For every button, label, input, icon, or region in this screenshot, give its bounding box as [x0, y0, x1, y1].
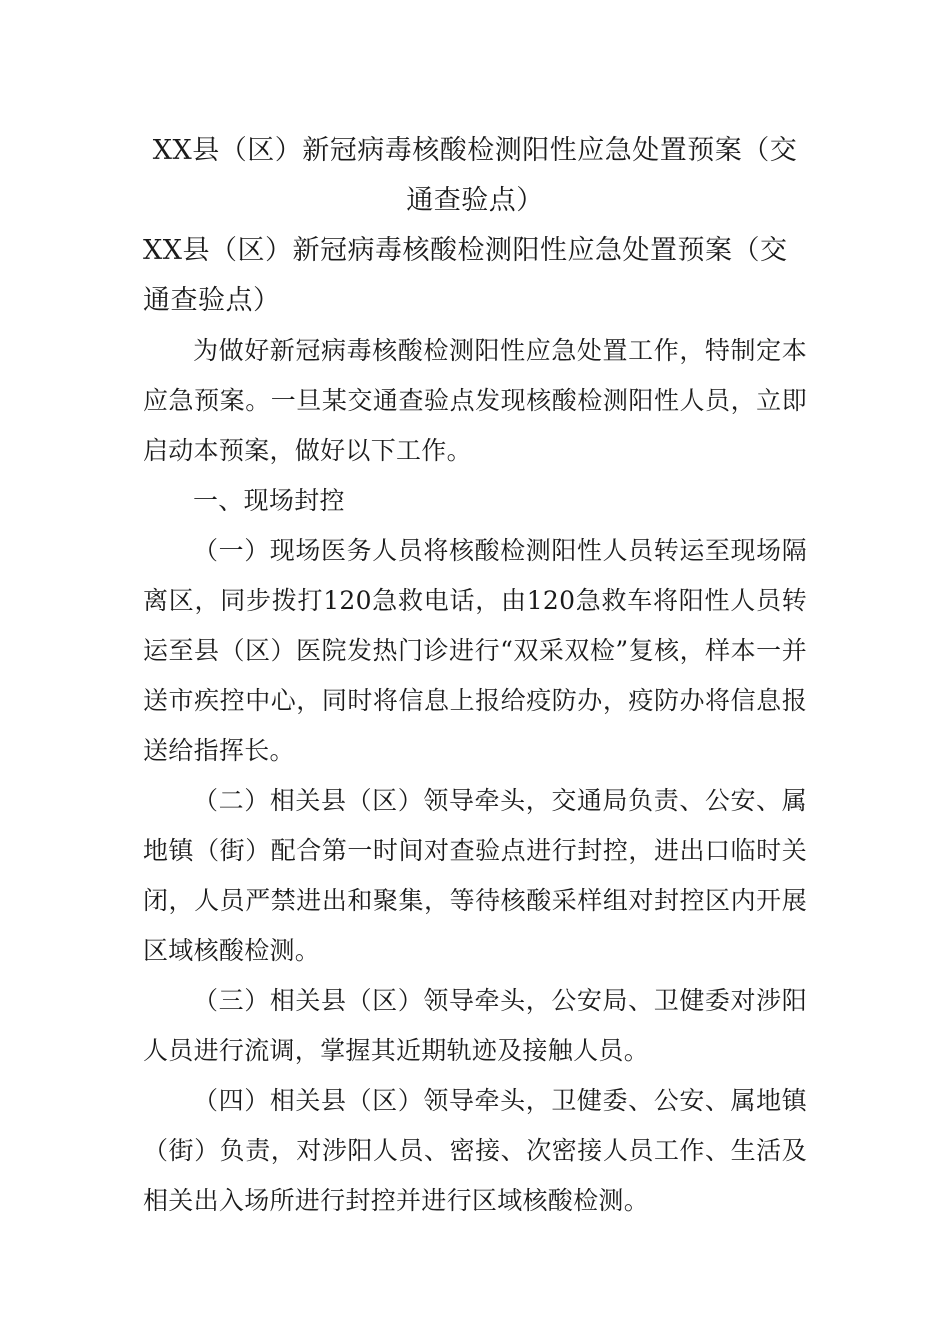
section-heading: 一、现场封控 — [193, 486, 345, 515]
intro-paragraph: 为做好新冠病毒核酸检测阳性应急处置工作，特制定本应急预案。一旦某交通查验点发现核酸检测阳性人员，立即启动本预案，做好以下工作。 — [143, 336, 807, 465]
list-item: （二）相关县（区）领导牵头，交通局负责、公安、属地镇（街）配合第一时间对查验点进行封控，进出口临时关闭，人员严禁进出和聚集，等待核酸采样组对封控区内开展区域核酸检测。 — [143, 786, 807, 965]
document-title: XX县（区）新冠病毒核酸检测阳性应急处置预案（交通查验点） — [152, 135, 798, 216]
list-item: （三）相关县（区）领导牵头，公安局、卫健委对涉阳人员进行流调，掌握其近期轨迹及接触人员。 — [143, 986, 807, 1065]
list-item: （一）现场医务人员将核酸检测阳性人员转运至现场隔离区，同步拨打120急救电话，由120急救车将阳性人员转运至县（区）医院发热门诊进行“双采双检”复核，样本一并送市疾控中心，同时将信息上报给疫防办，疫防办将信息报送给指挥长。 — [143, 536, 807, 765]
document-page — [143, 126, 807, 1226]
document-repeat-title: XX县（区）新冠病毒核酸检测阳性应急处置预案（交通查验点） — [143, 235, 788, 316]
list-item: （四）相关县（区）领导牵头，卫健委、公安、属地镇（街）负责，对涉阳人员、密接、次密接人员工作、生活及相关出入场所进行封控并进行区域核酸检测。 — [143, 1086, 807, 1215]
